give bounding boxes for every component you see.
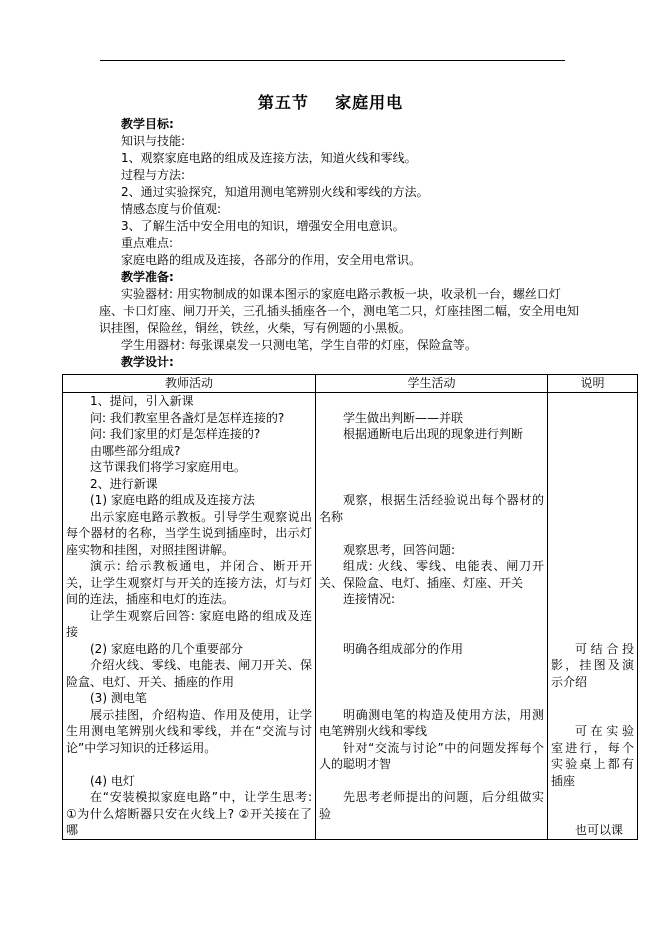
spacer <box>551 492 634 509</box>
spacer <box>319 657 544 674</box>
note-line: 可结合投影，挂图及演示介绍 <box>551 641 634 689</box>
student-line: 明确各组成部分的作用 <box>343 641 464 656</box>
process-item: 2、通过实验探究，知道用测电笔辨别火线和零线的方法。 <box>121 185 429 199</box>
spacer <box>551 393 634 410</box>
teacher-materials: 实验器材: 用实物制成的如课本图示的家庭电路示教板一块，收录机一台，螺丝口灯座、卡口灯座、闸刀开关，三孔插头插座各一个，测电笔二只，灯座挂图二幅，安全用电知识挂图，保险丝，铜丝，铁丝，火柴，写有例题的小黑板。 <box>99 287 580 335</box>
key-points-item: 家庭电路的组成及连接，各部分的作用，安全用电常识。 <box>121 253 422 267</box>
objectives-section <box>99 116 579 371</box>
student-materials: 学生用器材: 每张课桌发一只测电笔，学生自带的灯座，保险盒等。 <box>121 338 477 352</box>
table-header-row <box>63 375 638 393</box>
teacher-line: 让学生观察后回答: 家庭电路的组成及连接 <box>66 608 312 639</box>
spacer <box>551 789 634 806</box>
design-heading: 教学设计: <box>121 355 174 369</box>
spacer <box>319 624 544 641</box>
notes-cell <box>548 393 638 840</box>
teacher-line: 介绍火线、零线、电能表、闸刀开关、保险盒、电灯、开关、插座的作用 <box>66 658 312 689</box>
spacer <box>551 443 634 460</box>
spacer <box>319 674 544 691</box>
teacher-line: 演示: 给示教板通电，并闭合、断开开关，让学生观察灯与开关的连接方法，灯与灯间的连法，插座和电灯的连法。 <box>66 559 312 606</box>
spacer <box>551 476 634 493</box>
spacer <box>66 756 312 773</box>
spacer <box>551 608 634 625</box>
spacer <box>551 690 634 707</box>
teacher-line: 在“安装模拟家庭电路”中，让学生思考: ①为什么熔断器只安在火线上? ②开关接在了哪 <box>66 790 312 837</box>
note-line: 可在实验室进行，每个实验桌上都有插座 <box>551 724 634 788</box>
header-teacher: 教师活动 <box>63 375 316 393</box>
spacer <box>551 410 634 427</box>
note-line: 也可以课 <box>575 822 624 837</box>
attitude-item: 3、了解生活中安全用电的知识，增强安全用电意识。 <box>121 219 405 233</box>
process-label: 过程与方法: <box>121 168 186 182</box>
spacer <box>319 393 544 410</box>
teacher-line: 展示挂图，介绍构造、作用及使用，让学生用测电笔辨别火线和零线，并在“交流与讨论”中学习知识的迁移运用。 <box>66 707 312 755</box>
spacer <box>551 525 634 542</box>
student-line: 观察，根据生活经验说出每个器材的名称 <box>319 493 544 524</box>
student-line: 针对“交流与讨论”中的问题发挥每个人的聪明才智 <box>319 740 544 771</box>
attitude-label: 情感态度与价值观: <box>121 202 222 216</box>
header-student: 学生活动 <box>316 375 548 393</box>
spacer <box>319 476 544 493</box>
teacher-line: 2、进行新课 <box>90 476 158 491</box>
spacer <box>319 690 544 707</box>
student-line: 根据通断电后出现的现象进行判断 <box>343 427 524 441</box>
student-line: 观察思考，回答问题: <box>343 542 456 557</box>
student-line: 明确测电笔的构造及使用方法，用测电笔辨别火线和零线 <box>319 707 544 738</box>
objectives-heading: 教学目标: <box>121 117 174 131</box>
teacher-line: 问: 我们家里的灯是怎样连接的? <box>90 427 261 441</box>
page-title: 第五节 家庭用电 <box>257 93 404 112</box>
knowledge-item: 1、观察家庭电路的组成及连接方法，知道火线和零线。 <box>121 151 417 165</box>
lesson-table <box>62 374 638 840</box>
teacher-line: (3) 测电笔 <box>90 691 147 705</box>
spacer <box>319 525 544 542</box>
spacer <box>551 707 634 724</box>
spacer <box>551 558 634 575</box>
key-points-label: 重点难点: <box>121 236 174 250</box>
spacer <box>551 459 634 476</box>
student-line: 连接情况: <box>343 592 396 606</box>
spacer <box>319 773 544 790</box>
teacher-activity-cell <box>63 393 316 840</box>
student-line: 组成: 火线、零线、电能表、闸刀开关、保险盒、电灯、插座、灯座、开关 <box>319 559 544 590</box>
teacher-line: 这节课我们将学习家庭用电。 <box>90 460 247 474</box>
knowledge-label: 知识与技能: <box>121 134 186 148</box>
spacer <box>551 426 634 443</box>
preparation-heading: 教学准备: <box>121 270 174 284</box>
spacer <box>551 624 634 641</box>
spacer <box>319 443 544 460</box>
student-line: 先思考老师提出的问题，后分组做实验 <box>319 790 544 821</box>
spacer <box>551 591 634 608</box>
spacer <box>551 542 634 559</box>
teacher-line: (2) 家庭电路的几个重要部分 <box>90 641 243 656</box>
header-notes: 说明 <box>548 375 638 393</box>
student-activity-cell <box>316 393 548 840</box>
table-row <box>63 393 638 840</box>
header-rule <box>100 60 565 61</box>
spacer <box>551 575 634 592</box>
spacer <box>319 459 544 476</box>
teacher-line: 出示家庭电路示教板。引导学生观察说出每个器材的名称，当学生说到插座时，出示灯座实物和挂图，对照挂图讲解。 <box>66 509 312 557</box>
spacer <box>551 509 634 526</box>
student-line: 学生做出判断——并联 <box>343 410 464 425</box>
teacher-line: 1、提问，引入新课 <box>90 394 194 408</box>
teacher-line: (1) 家庭电路的组成及连接方法 <box>90 493 255 507</box>
spacer <box>319 608 544 625</box>
teacher-line: (4) 电灯 <box>90 773 135 788</box>
teacher-line: 问: 我们教室里各盏灯是怎样连接的? <box>90 410 285 425</box>
teacher-line: 由哪些部分组成? <box>90 443 181 458</box>
